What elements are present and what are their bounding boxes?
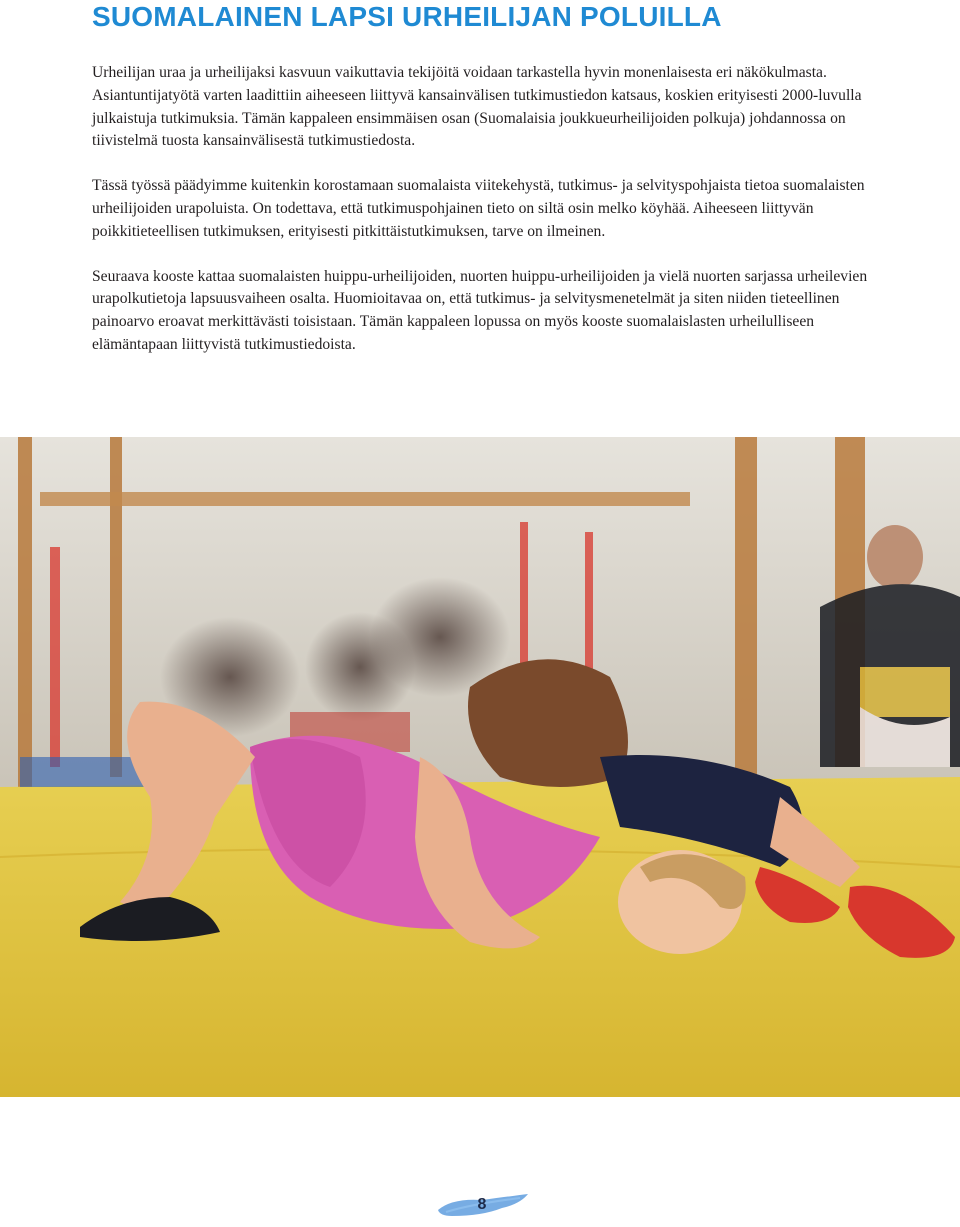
body-text [92,62,872,379]
paragraph-3: Seuraava kooste kattaa suomalaisten huippu-urheilijoiden, nuorten huippu-urheilijoiden ja vielä nuorten sarjassa urheilevien urapolkutietoja lapsuusvaiheen osalta. Huomioitavaa on, että tutkimus- ja selvitysmenetelmät ja siten niiden tieteellinen painoarvo eroavat merkittävästi toisistaan. Tämän kappaleen lopussa on myös kooste suomalaislasten urheilulliseen elämäntapaan liittyvistä tutkimustiedoista. [92,267,868,353]
page-number: 8 [477,1196,487,1213]
wrestling-photo [0,437,960,1097]
wrestling-photo-illustration [0,437,960,1097]
page-title: SUOMALAINEN LAPSI URHEILIJAN POLUILLA [92,1,722,32]
paragraph-2: Tässä työssä päädyimme kuitenkin korostamaan suomalaista viitekehystä, tutkimus- ja selvityspohjaista tietoa suomalaisten urheilijoiden urapoluista. On todettava, että tutkimuspohjainen tieto on siltä osin melko köyhää. Aiheeseen liittyvän poikkitieteellisen tutkimuksen, erityisesti pitkittäistutkimuksen, tarve on ilmeinen. [92,177,865,240]
paragraph-1: Urheilijan uraa ja urheilijaksi kasvuun vaikuttavia tekijöitä voidaan tarkastella hyvin monenlaisesta eri näkökulmasta. Asiantuntijatyötä varten laadittiin aiheeseen liittyvä kansainvälisen tutkimustiedon katsaus, koskien erityisesti 2000-luvulla julkaistuja tutkimuksia. Tämän kappaleen ensimmäisen osan (Suomalaisia joukkueurheilijoiden polkuja) johdannossa on tiivistelmä tuosta kansainvälisestä tutkimustiedosta. [92,64,862,150]
page-number-badge [432,1188,532,1222]
